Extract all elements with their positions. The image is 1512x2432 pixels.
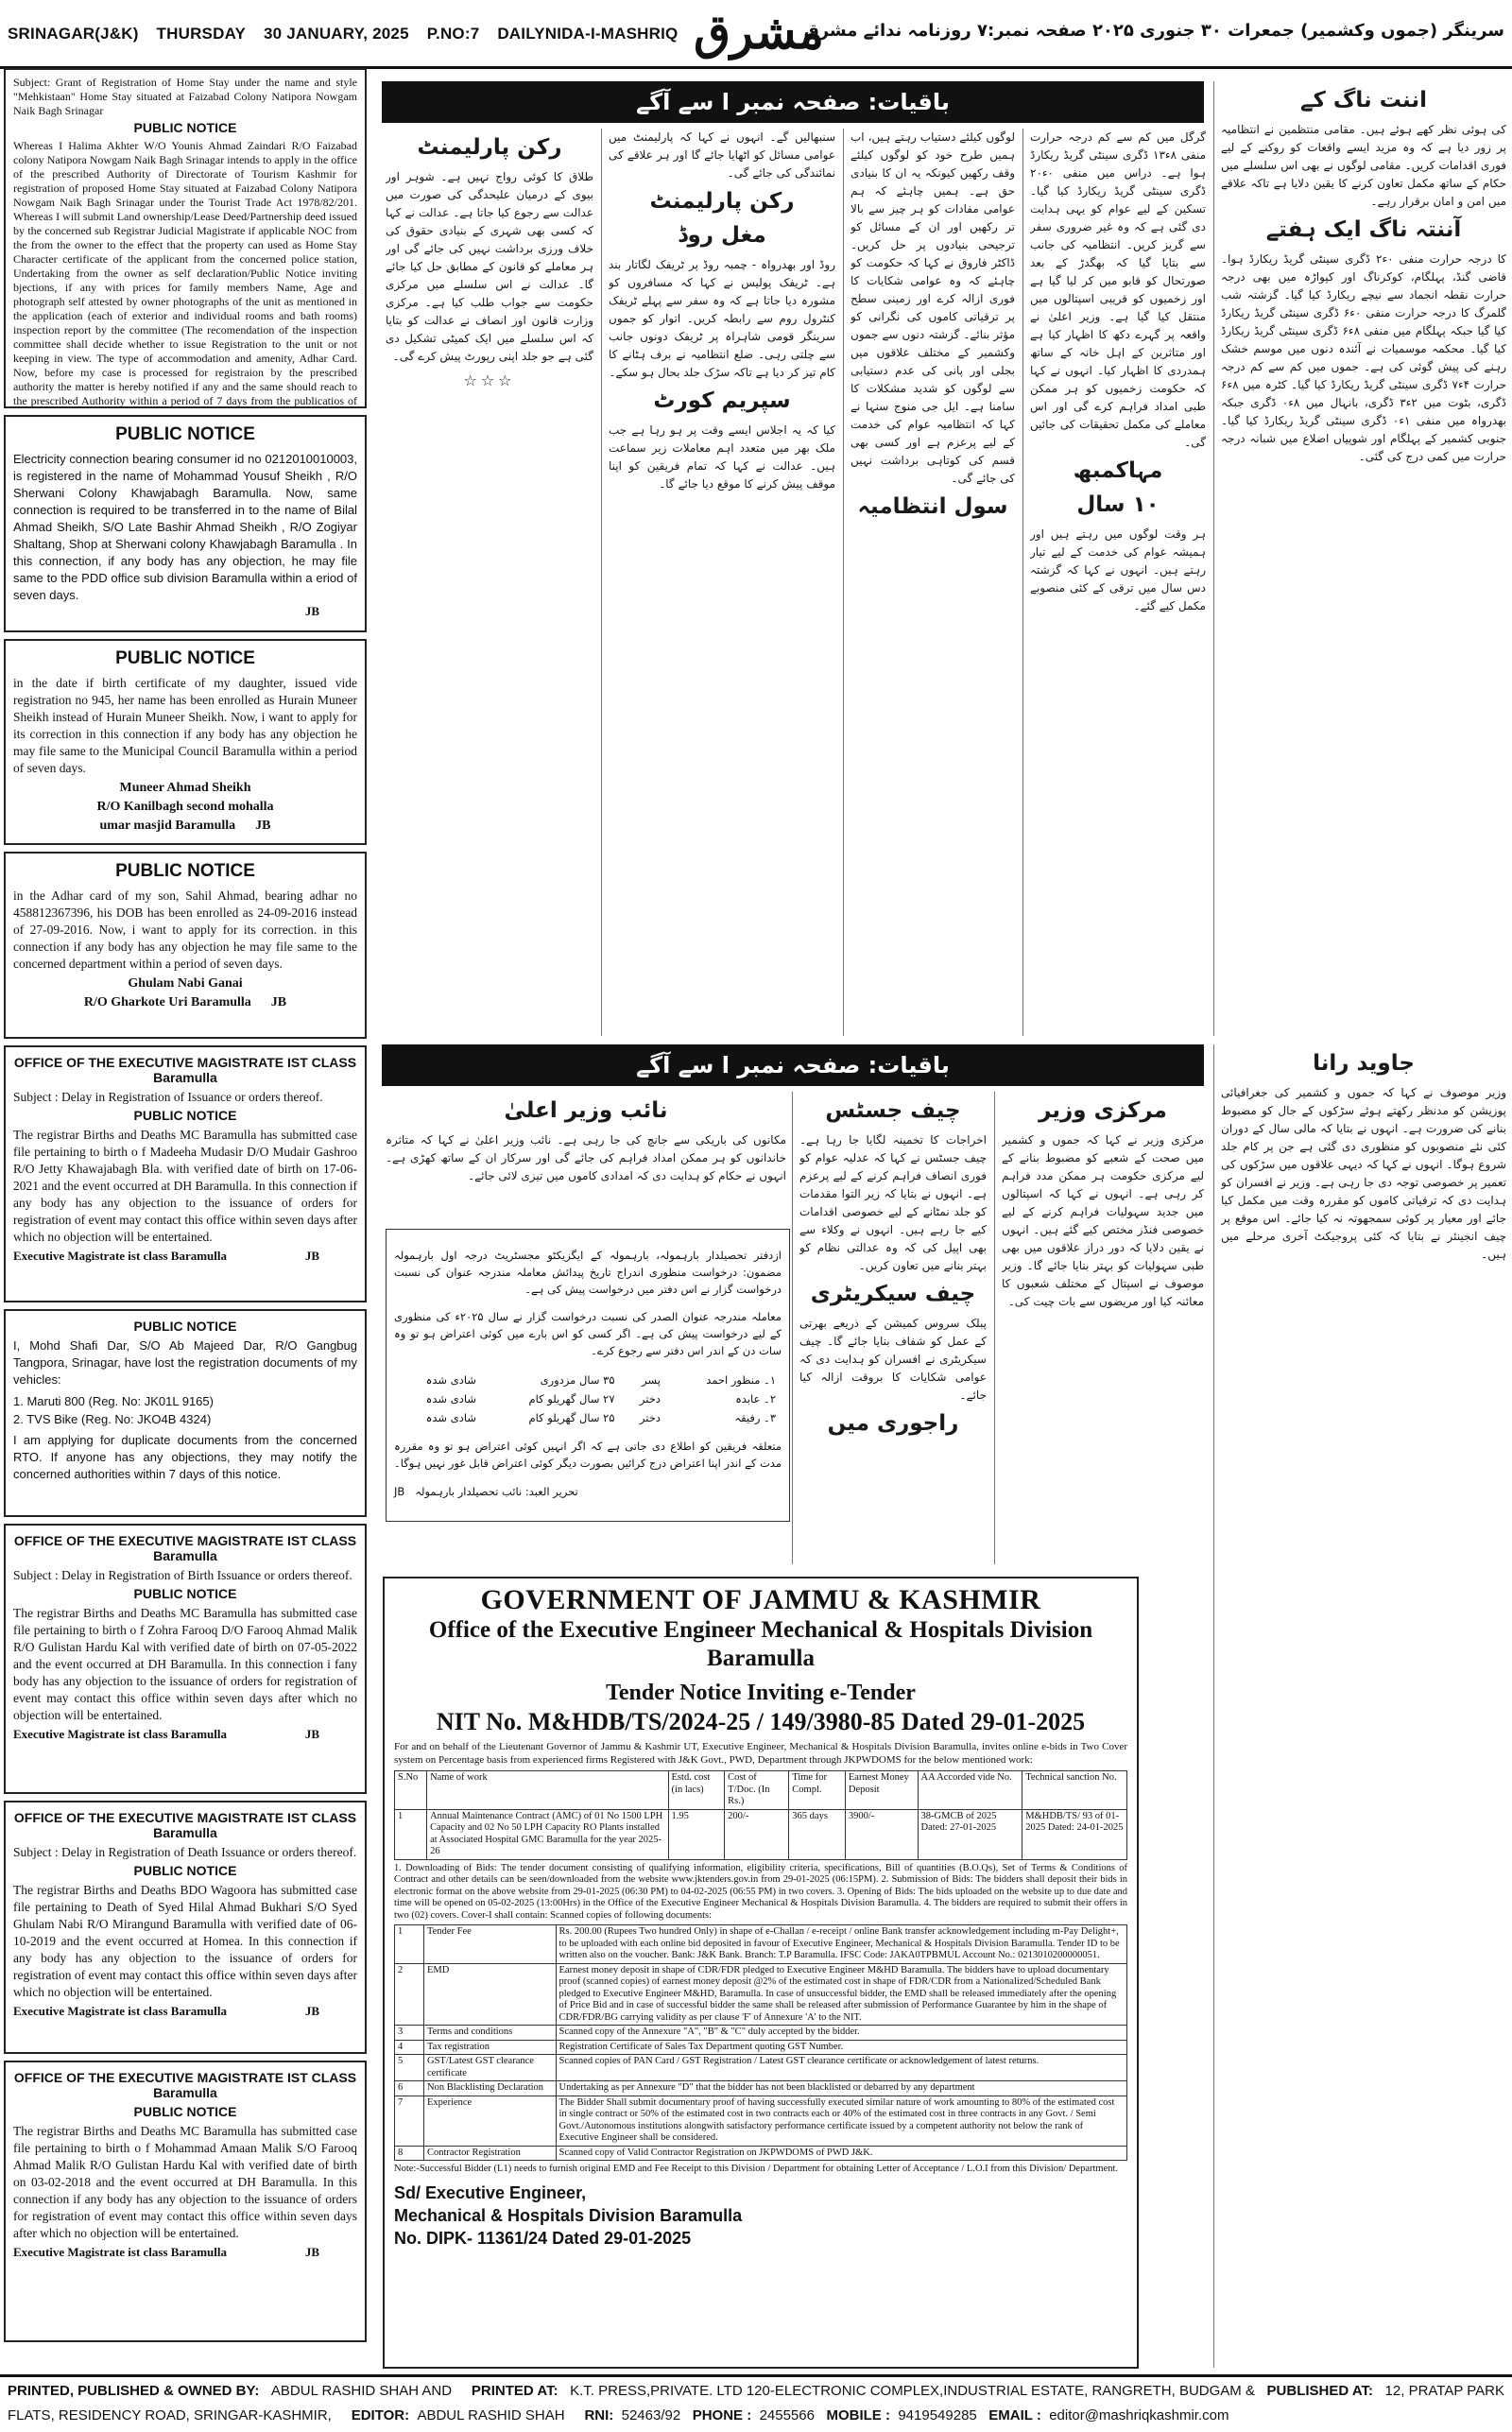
table-cell: Contractor Registration (424, 2146, 557, 2161)
masthead-page: P.NO:7 (426, 25, 480, 43)
ad-family-table (394, 1371, 782, 1427)
tender-govt: GOVERNMENT OF JAMMU & KASHMIR (480, 1584, 1041, 1615)
notice-lost-vehicle-docs (4, 1309, 367, 1517)
tender-dipk-number: No. DIPK- 11361/24 Dated 29-01-2025 (394, 2228, 692, 2248)
notice-tag: JB (304, 1727, 319, 1741)
continuation-header-bottom: باقیات: صفحہ نمبر ا سے آگے (382, 1044, 1204, 1086)
table-cell: Registration Certificate of Sales Tax Department quoting GST Number. (556, 2040, 1127, 2055)
ad-paragraph: معاملہ مندرجہ عنوان الصدر کی نسبت درخواست گزار نے سال ۲۰۲۵ء کی منظوری کے لیے درخواست پیش کی ہے۔ اگر کسی کو اس بارے میں کوئی اعتراض ہو تو وہ سات دن کے اندر اس دفتر سے رجوع کرے۔ (394, 1310, 782, 1357)
tender-note: Note:-Successful Bidder (L1) needs to furnish original EMD and Fee Receipt to this Division / Department for obtaining Letter of Acceptance / L.O.I from this Division/ Department. (394, 2164, 1119, 2174)
article-headline: سپریم کورٹ (653, 388, 791, 413)
imprint-value: FLATS, RESIDENCY ROAD, SRINGAR-KASHMIR, (8, 2407, 332, 2423)
column-rule (1213, 81, 1214, 1036)
notice-exec-magistrate-3 (4, 1801, 367, 2054)
article-body: پبلک سروس کمیشن کے ذریعے بھرتی کے عمل کو شفاف بنایا جائے گا۔ چیف سیکریٹری نے افسران کو ہدایت دی کہ عوامی شکایات کا بروقت ازالہ کیا جائے۔ (799, 1317, 987, 1402)
notice-address: R/O Gharkote Uri Baramulla (83, 995, 251, 1009)
notice-office: OFFICE OF THE EXECUTIVE MAGISTRATE IST CLASS Baramulla (13, 2070, 357, 2100)
notice-body: The registrar Births and Deaths MC Baramulla has submitted case file pertaining to birth o f Madeeha Mudasir D/O Mudair Gashroo R/O Jetty Khawajabagh Bla. with verified date of birth on 17-06-2021 and the event occurred at DH Baramulla. In this connection if any body has any objection to the issuance of orders for registration of event may contact this office within seven days after which no objection will be entertained. (13, 1128, 357, 1244)
imprint-value: 9419549285 (898, 2407, 977, 2423)
masthead (0, 0, 1512, 69)
notice-signature: Executive Magistrate ist class Baramulla (13, 1727, 228, 1741)
column-rule (1213, 1044, 1214, 2368)
notice-homestay (4, 68, 367, 408)
table-header: Estd. cost (in lacs) (668, 1771, 725, 1810)
masthead-english-line (8, 25, 691, 43)
table-header: Time for Compl. (789, 1771, 846, 1810)
article-headline: ۱۰ سال (1076, 492, 1160, 517)
table-row (395, 1925, 1127, 1964)
table-cell: Scanned copy of the Annexure "A", "B" & "C" duly accepted by the bidder. (556, 2026, 1127, 2041)
notice-body: I, Mohd Shafi Dar, S/O Ab Majeed Dar, R/O Gangbug Tangpora, Srinagar, have lost the registration documents of my vehicles: (13, 1338, 357, 1387)
urdu-tehsildar-notice (386, 1229, 790, 1522)
table-row (395, 1963, 1127, 2026)
imprint-email[interactable]: editor@mashriqkashmir.com (1049, 2407, 1229, 2423)
notice-body: The registrar Births and Deaths MC Baramulla has submitted case file pertaining to birth o f Mohammad Amaan Malik S/O Farooq Ahmad Malik R/O Gulistan Hardu Kal with verified date of birth on 03-02-2018 and the event occurred at DH Baramulla. In this connection if any body has any objection to the issuance of orders for registration of event may contact this office within seven days after which no objection will be entertained. (13, 2124, 357, 2240)
vehicle-item: 2. TVS Bike (Reg. No: JKO4B 4324) (13, 1412, 212, 1426)
table-cell: Scanned copies of PAN Card / GST Registration / Latest GST clearance certificate or acknowledgement of latest returns. (556, 2055, 1127, 2081)
notice-tag: JB (270, 995, 287, 1009)
imprint-value: 2455566 (759, 2407, 815, 2423)
tender-signature (394, 2182, 1127, 2250)
article-headline: چیف جسٹس (825, 1098, 961, 1123)
section-divider-stars: ☆☆☆ (463, 371, 516, 389)
table-cell: ۲۵ سال گھریلو کام (528, 1410, 615, 1424)
imprint-value: ABDUL RASHID SHAH AND (270, 2383, 453, 2399)
table-header-row (395, 1771, 1127, 1810)
tender-notice (383, 1577, 1139, 2369)
imprint-label: PRINTED AT: (471, 2383, 558, 2399)
notice-title: PUBLIC NOTICE (133, 1319, 237, 1334)
vehicle-item: 1. Maruti 800 (Reg. No: JK01L 9165) (13, 1394, 214, 1408)
table-header: AA Accorded vide No. (918, 1771, 1022, 1810)
ad-paragraph: متعلقہ فریقین کو اطلاع دی جاتی ہے کہ اگر انہیں کوئی اعتراض ہو تو وہ مقررہ مدت کے اندر اپنا اعتراض درج کرائیں بصورت دیگر کوئی اعتراض قابل غور نہیں ہوگا۔ (394, 1440, 782, 1470)
article-body: روڈ اور بھدرواہ - چمبہ روڈ پر ٹریفک لگاتار بند ہے۔ ٹریفک پولیس نے کہا کہ مسافروں کو مشورہ دیا جاتا ہے کہ وہ سفر سے پہلے ٹریفک کنٹرول روم سے رابطہ کریں۔ اتوار کو جموں سرینگر قومی شاہراہ پر ٹریفک دونوں جانب سے چلتی رہی۔ ضلع انتظامیہ نے برف ہٹانے کا کام تیز کر دیا ہے تاکہ سڑک جلد بحال ہو سکے۔ (609, 258, 835, 379)
imprint-published-at (1267, 2379, 1504, 2404)
masthead-day: THURSDAY (156, 25, 247, 43)
imprint-value: K.T. PRESS,PRIVATE. LTD 120-ELECTRONIC COMPLEX,INDUSTRIAL ESTATE, RANGRETH, BUDGAM & (570, 2383, 1255, 2399)
table-row (395, 2026, 1127, 2041)
column-rule (994, 1092, 995, 1564)
notice-title: PUBLIC NOTICE (115, 861, 255, 881)
article-headline: اننت ناگ کے (1300, 88, 1427, 112)
notice-signature: Executive Magistrate ist class Baramulla (13, 1249, 228, 1263)
urdu-column-bottom-2 (1002, 1092, 1204, 1564)
article-headline: آننتہ ناگ ایک ہفتے (1265, 217, 1462, 242)
notice-title: PUBLIC NOTICE (133, 1863, 237, 1878)
imprint-label: RNI: (584, 2407, 614, 2423)
article-body: مکانوں کی باریکی سے جانچ کی جا رہی ہے۔ نائب وزیر اعلیٰ نے کہا کہ متاثرہ خاندانوں کو ہر ممکن امداد فراہم کی جائے گی اور سرکار ان کے ساتھ کھڑی ہے۔ انہوں نے حکام کو ہدایت دی کہ امدادی کاموں میں تیزی لائی جائے۔ (386, 1133, 786, 1182)
article-body: گرگل میں کم سے کم درجہ حرارت منفی ۸ء۱۳ ڈگری سینٹی گریڈ ریکارڈ ہوا ہے۔ دراس میں منفی ۰ء۲۰ ڈگری سینٹی گریڈ ریکارڈ کیا گیا۔ تسکین کے لیے عوام کو یہی ہدایت دی گئی ہے کہ وہ غیر ضروری سفر سے گریز کریں۔ انتظامیہ کی جانب سے بتایا گیا کہ بھگدڑ کے بعد صورتحال کو قابو میں کر لیا گیا ہے اور زخمیوں کو قریبی اسپتالوں میں منتقل کیا گیا ہے۔ وزیر اعلیٰ نے واقعہ پر گہرے دکھ کا اظہار کیا ہے اور متاثرین کے اہل خانہ کے ساتھ ہمدردی کا اظہار کیا۔ انہوں نے کہا کہ حکومت زخمیوں کو ہر ممکن طبی امداد فراہم کرے گی اور اس معاملے کی مکمل تحقیقات کی جائیں گی۔ (1030, 130, 1206, 449)
article-headline: نائب وزیر اعلیٰ (504, 1098, 668, 1123)
table-cell: ۲۔ عابدہ (735, 1391, 776, 1406)
article-body: کیا کہ یہ اجلاس ایسے وقت پر ہو رہا ہے جب ملک بھر میں متعدد اہم معاملات زیر سماعت ہیں۔ عدالت نے کہا کہ تمام فریقین کو اپنا موقف پیش کرنے کا موقع دیا جائے گا۔ (609, 423, 835, 491)
table-row (394, 1408, 782, 1427)
imprint-value: ABDUL RASHID SHAH (417, 2407, 565, 2423)
notice-subject: Subject: Grant of Registration of Home Stay under the name and style "Mehkistaan" Home Stay situated at Faizabad Colony Natipora Nowgam Naik Bagh Srinagar (13, 76, 357, 117)
notice-tag: JB (304, 1249, 319, 1263)
notice-title: PUBLIC NOTICE (133, 120, 237, 135)
notice-adhar (4, 852, 367, 1039)
column-rule (843, 129, 844, 1036)
imprint-footer (0, 2374, 1512, 2432)
urdu-column-1 (1221, 81, 1506, 1036)
table-cell: 1 (395, 1809, 427, 1859)
imprint-line-1 (8, 2379, 1255, 2404)
tender-instructions: 1. Downloading of Bids: The tender document consisting of qualifying information, eligibility criteria, specifications, Bill of quantities (B.O.Qs), Set of Terms & Conditions of Contract and other details can be seen/downloaded from the website www.jktenders.gov.in from 29-01-2025 (06:15PM). 2. Submission of Bids: The bidders shall deposit their bids in electronic format on the above website from 29-01-2025 (06:30 PM) to 04-02-2025 (06:55 PM) in two covers. 3. Opening of Bids: The bids uploaded on the website up to due date and time will be opened on 05-02-2025 (13:00Hrs) in the Office of the Executive Engineer Mechanical & Hospitals Division Baramulla. 4. The bidders are required to submit their offers in two (02) covers. Cover-I shall contain: Scanned copies of following documents: (394, 1862, 1127, 1921)
newspaper-logo: مشرق (694, 4, 824, 60)
table-cell: Annual Maintenance Contract (AMC) of 01 No 1500 LPH Capacity and 02 No 50 LPH Capacity RO Plants installed at Associated Hospital GMC Baramulla for the year 2025-26 (427, 1809, 668, 1859)
notice-exec-magistrate-4 (4, 2061, 367, 2342)
article-headline: جاوید رانا (1313, 1051, 1415, 1076)
urdu-column-2 (1030, 129, 1206, 1036)
table-cell: 1 (395, 1925, 424, 1964)
article-headline: راجوری میں (827, 1411, 959, 1436)
table-cell: Terms and conditions (424, 2026, 557, 2041)
tender-signatory-office: Mechanical & Hospitals Division Baramulla (394, 2205, 743, 2225)
table-cell: Earnest money deposit in shape of CDR/FDR pledged to Executive Engineer M&HD Baramulla. The bidders have to upload documentary proof (scanned copies) of earnest money deposit @2% of the estimated cost in shape of FDR/CDR from a Nationalized/Scheduled Bank pledged to Executive Engineer M&HD, Baramulla. In case of unsuccessful bidder, the EMD shall be released immediately after the opening of Price Bid and in case of successful bidder the same shall be released after submission of Performance Guarantee by him in the shape of CDR/FDR/BG carrying validity as per clause 'F' of Annexure 'A' to the NIT. (556, 1963, 1127, 2026)
notice-signature: Executive Magistrate ist class Baramulla (13, 2004, 228, 2018)
article-body: اخراجات کا تخمینہ لگایا جا رہا ہے۔ چیف جسٹس نے کہا کہ عدلیہ عوام کو فوری انصاف فراہم کرنے کے لیے پرعزم ہے۔ انہوں نے بتایا کہ زیر التوا مقدمات کو جلد نمٹانے کے لیے خصوصی اقدامات کیے جا رہے ہیں۔ انہوں نے وکلاء سے بھی اپیل کی کہ وہ عدالتی نظام کو بہتر بنانے میں تعاون کریں۔ (799, 1133, 987, 1272)
notice-body: Whereas I Halima Akhter W/O Younis Ahmad Zaindari R/O Faizabad colony Natipora Nowgam Naik Bagh Srinagar intends to apply in the office of the prescribed Authority of Directorate of Tourism Kashmir for registration of proposed Home Stay situated at Faizabad Colony Natipora Nowgam Naik Bagh Srinagar under the Tourist Trade Act 1978/82/201. Whereas I will submit Land ownership/Lease Deed/Partnership deed issued by the concerned sub Registrar Judicial Magistrate if applicable NOC from the from the owner to the effect that the property can used as Home Stay Character certificate of the applicant from the concerned police station, Undertaking from the owner as self declaration/Public Notice inviting bjections, if any with prices for family members Name, Age and photograph self attested by owner photographs of the unit as mentioned in the application (each of exterior and individual rooms and bath rooms) inspection report by the committee (The recomendation of the inspection committee shall decide whether to issue Registration to the unit or not keeping in view. The type of accommodation and amenity, Adhar Card. Now, before my case is processed for registraion by the prescribed authority the matter is hereby notified if any and the same should reach to the prescribed Authority within a period of 7 days from the publicatios of (13, 139, 357, 407)
table-cell: 3 (395, 2026, 424, 2041)
article-body: طلاق کا کوئی رواج نہیں ہے۔ شوہر اور بیوی کے درمیان علیحدگی کی صورت میں عدالت سے رجوع کیا جاتا ہے۔ عدالت نے کہا کہ کسی بھی شہری کے بنیادی حقوق کی خلاف ورزی برداشت نہیں کی جائے گی اور ہر معاملے کو قانون کے مطابق حل کیا جائے گا۔ عدالت نے اس سلسلے میں مرکزی حکومت سے جواب طلب کیا ہے۔ مرکزی وزارت قانون اور انصاف نے عدالت کو بتایا کہ اس سلسلے میں ایک کمیٹی تشکیل دی گئی ہے جو جلد اپنی رپورٹ پیش کرے گی۔ (386, 170, 593, 363)
table-row (395, 1809, 1127, 1859)
article-body: وزیر موصوف نے کہا کہ جموں و کشمیر کی جغرافیائی پوزیشن کو مدنظر رکھتے ہوئے سڑکوں کے جال کو مضبوط بنانے کی ضرورت ہے۔ انہوں نے بتایا کہ مالی سال کے دوران کئی نئے منصوبوں کو منظوری دی گئی ہے جن پر کام جلد شروع ہوگا۔ انہوں نے کہا کہ دیہی علاقوں میں سڑکوں کی تعمیر پر خصوصی توجہ دی جا رہی ہے۔ وزیر نے افسران کو ہدایت دی کہ ترقیاتی کاموں کو مقررہ وقت میں مکمل کیا جائے اور معیار پر کوئی سمجھوتہ نہ کیا جائے۔ اس موقع پر چیف انجینئر نے بتایا کہ کئی پروجیکٹ آخری مرحلے میں ہیں۔ (1221, 1086, 1506, 1261)
table-row (395, 2055, 1127, 2081)
table-cell: 7 (395, 2096, 424, 2146)
article-body: لوگوں کیلئے دستیاب رہتے ہیں، اب ہمیں طرح خود کو لوگوں کیلئے وقف رکھیں کیونکہ یہ ان کا بنیادی حق ہے۔ ہمیں چاہئے کہ ہم عوامی مفادات کو ہر چیز سے بالا تر رکھیں اور ان کے مسائل کو ترجیحی بنیادوں پر حل کریں۔ ڈاکٹر فاروق نے کہا کہ حکومت کو چاہئے کہ وہ عوامی شکایات کا فوری ازالہ کرے اور زمینی سطح پر ترقیاتی کاموں کی نگرانی کو مؤثر بنائے۔ گزشتہ دنوں سے جموں وکشمیر کے مختلف علاقوں میں بجلی اور پانی کی عدم دستیابی سے لوگوں کو شدید مشکلات کا سامنا ہے۔ ایل جی منوج سنہا نے کہا کہ انتظامیہ عوام کی خدمت کے لیے پرعزم ہے اور کسی بھی قسم کی کوتاہی برداشت نہیں کی جائے گی۔ (850, 130, 1015, 485)
notice-tag: JB (304, 604, 319, 618)
table-cell: 5 (395, 2055, 424, 2081)
urdu-column-3 (850, 129, 1015, 1036)
article-body: ہر وقت لوگوں میں رہتے ہیں اور ہمیشہ عوام کی خدمت کے لیے تیار رہتے ہیں۔ انہوں نے کہا کہ گزشتہ دس سال میں ترقی کے کئی منصوبے مکمل کیے گئے۔ (1030, 527, 1206, 612)
article-headline: رکن پارلیمنٹ (649, 189, 795, 214)
imprint-label: MOBILE : (826, 2407, 890, 2423)
table-cell: Rs. 200.00 (Rupees Two hundred Only) in shape of e-Challan / e-receipt / online Bank transfer acknowledgement including m-Pay Delight+, to be uploaded with each online bid deposited in favour of Executive Engineer, Mechanical & Hospitals Division Baramulla. Tender ID to be written also on the voucher. Bank: J&K Bank. Branch: T.P Baramulla. IFSC Code: JAKA0TPBMUL Account No.: 0213010200000051. (556, 1925, 1127, 1964)
table-cell: شادی شدہ (425, 1410, 476, 1424)
notice-title: PUBLIC NOTICE (133, 2104, 237, 2119)
table-cell: 3900/- (845, 1809, 918, 1859)
notice-office: OFFICE OF THE EXECUTIVE MAGISTRATE IST CLASS Baramulla (13, 1055, 357, 1085)
table-cell: شادی شدہ (425, 1391, 476, 1406)
table-header: Technical sanction No. (1022, 1771, 1127, 1810)
table-row (395, 2146, 1127, 2161)
notice-office: OFFICE OF THE EXECUTIVE MAGISTRATE IST CLASS Baramulla (13, 1533, 357, 1563)
article-headline: چیف سیکریٹری (810, 1282, 976, 1306)
column-rule (792, 1092, 793, 1564)
imprint-label: PUBLISHED AT: (1266, 2383, 1374, 2399)
notice-birth-daughter (4, 639, 367, 845)
table-cell: Scanned copy of Valid Contractor Registration on JKPWDOMS of PWD J&K. (556, 2146, 1127, 2161)
notice-subject: Subject : Delay in Registration of Issuance or orders thereof. (13, 1090, 323, 1104)
table-row (394, 1371, 782, 1389)
notice-address: R/O Kanilbagh second mohalla (96, 800, 274, 814)
urdu-column-5 (386, 129, 593, 1036)
notice-body: in the Adhar card of my son, Sahil Ahmad, bearing adhar no 458812367396, his DOB has been enrolled as 24-09-2016 instead of 27-09-2016. Now, i want to apply for its correction. in this connection if any body has any objection he may file same to the concerned department within a period of seven days. (13, 888, 357, 971)
table-row (395, 2096, 1127, 2146)
table-cell: EMD (424, 1963, 557, 2026)
notice-title: PUBLIC NOTICE (133, 1586, 237, 1601)
column-rule (601, 129, 602, 1036)
article-body: کا درجہ حرارت منفی ۰ء۲ ڈگری سینٹی گریڈ ریکارڈ ہوا۔ قاضی گنڈ، پہلگام، کوکرناگ اور کپواڑہ میں بھی درجہ حرارت نقطہ انجماد سے نیچے ریکارڈ کیا گیا۔ گزشتہ شب گلمرگ کا درجہ حرارت منفی ۰ء۶ ڈگری سینٹی گریڈ ریکارڈ کیا گیا جبکہ پہلگام میں منفی ۸ء۶ ڈگری سینٹی گریڈ ریکارڈ کیا گیا۔ محکمہ موسمیات نے آئندہ دنوں میں موسم خشک رہنے کی پیش گوئی کی ہے۔ جموں میں کم سے کم درجہ حرارت ۴ء۷ ڈگری سینٹی گریڈ ریکارڈ کیا گیا۔ کٹرہ میں ۸ء۶ ڈگری، بٹوت میں ۲ء۳ ڈگری، بانہال میں ۸ء۰ ڈگری جبکہ بھدرواہ میں منفی ۱ء۰ ڈگری سینٹی گریڈ ریکارڈ کیا گیا۔ جنوبی کشمیر کے پہلگام اور شوپیاں اضلاع میں شبانہ درجہ حرارت میں کمی درج کی گئی۔ (1221, 252, 1506, 463)
article-headline: سول انتظامیہ (857, 494, 1008, 519)
notice-signature: Executive Magistrate ist class Baramulla (13, 2245, 228, 2259)
table-cell: دختر (639, 1391, 661, 1406)
ad-signature: تحریر العبد: نائب تحصیلدار بارہمولہ (415, 1484, 578, 1498)
table-row (394, 1389, 782, 1408)
table-cell: ۳۔ رفیقہ (734, 1410, 776, 1424)
table-cell: 38-GMCB of 2025 Dated: 27-01-2025 (918, 1809, 1022, 1859)
tender-documents-table (394, 1924, 1127, 2161)
table-cell: 4 (395, 2040, 424, 2055)
notice-signature: Ghulam Nabi Ganai (128, 976, 243, 991)
urdu-column-4 (609, 129, 835, 1036)
tender-work-table (394, 1770, 1127, 1860)
notice-title: PUBLIC NOTICE (115, 648, 255, 668)
table-cell: Tax registration (424, 2040, 557, 2055)
table-cell: دختر (639, 1410, 661, 1424)
table-cell: پسر (642, 1372, 661, 1387)
notice-body: Electricity connection bearing consumer id no 0212010010003, is registered in the name of Mohammad Yousuf Sheikh , R/O Sherwani Colony Khawjabagh Baramulla. Now, same connection is required to be transferred in to the name of Bilal Ahmad Sheikh, S/O Late Bashir Ahmad Sheikh , R/O Zogiyar Shaltang, Shop at Sherwani colony Khawjabagh Baramulla . In this connection, if any body has any objection, he may file same to the PDD office sub division Baramulla within a eriod of seven days. (13, 452, 357, 602)
notice-subject: Subject : Delay in Registration of Death Issuance or orders thereof. (13, 1845, 357, 1859)
tender-title: Tender Notice Inviting e-Tender (606, 1681, 916, 1705)
tender-office: Office of the Executive Engineer Mechanical & Hospitals Division (428, 1617, 1093, 1643)
table-cell: Experience (424, 2096, 557, 2146)
masthead-date: 30 JANUARY, 2025 (263, 25, 409, 43)
column-rule (1022, 129, 1023, 1036)
table-cell: ۲۷ سال گھریلو کام (528, 1391, 615, 1406)
table-cell: M&HDB/TS/ 93 of 01-2025 Dated: 24-01-2025 (1022, 1809, 1127, 1859)
table-cell: 8 (395, 2146, 424, 2161)
imprint-label: PRINTED, PUBLISHED & OWNED BY: (8, 2383, 260, 2399)
tender-signatory: Sd/ Executive Engineer, (394, 2182, 587, 2202)
continuation-header-top: باقیات: صفحہ نمبر ا سے آگے (382, 81, 1204, 123)
urdu-column-bottom-1 (1221, 1044, 1506, 2368)
table-header: S.No (395, 1771, 427, 1810)
notice-body-2: I am applying for duplicate documents from the concerned RTO. If anyone has any objections, they may notify the concerned authorities within 7 days of this notice. (13, 1433, 357, 1481)
table-cell: Undertaking as per Annexure "D" that the bidder has not been blacklisted or debarred by any department (556, 2081, 1127, 2096)
ad-tag: JB (394, 1484, 405, 1498)
table-cell: The Bidder Shall submit documentary proof of having successfully executed similar nature of work amounting to 80% of the estimated cost in single contract or 50% of the estimated cost in two contracts each or 40% of the estimated cost in three contracts in any Govt. / Semi Govt./Autonomous institutions alongwith satisfactory performance certificate issued by a competent authority not below the rank of Executive Engineer shall be considered. (556, 2096, 1127, 2146)
urdu-column-bottom-3 (799, 1092, 987, 1564)
imprint-line-2 (8, 2404, 1228, 2428)
notice-tag: JB (304, 2004, 319, 2018)
notice-exec-magistrate-1 (4, 1045, 367, 1302)
table-header: Earnest Money Deposit (845, 1771, 918, 1810)
article-body: کی ہوئی نظر کھے ہوئے ہیں۔ مقامی منتظمین نے انتظامیہ پر زور دیا ہے کہ وہ مزید ایسے واقعات کو روکنے کے لیے فوری اقدامات کریں۔ مقامی لوگوں نے بھی اس سلسلے میں حکام کے ساتھ مکمل تعاون کرنے کا یقین دلایا ہے تاکہ علاقے میں امن و امان برقرار رہے۔ (1221, 123, 1506, 208)
article-body: مرکزی وزیر نے کہا کہ جموں و کشمیر میں صحت کے شعبے کو مضبوط بنانے کے لیے مرکزی حکومت ہر ممکن مدد فراہم کر رہی ہے۔ انہوں نے کہا کہ اسپتالوں میں جدید سہولیات فراہم کرنے کے لیے خصوصی فنڈز مختص کیے گئے ہیں۔ انہوں نے یقین دلایا کہ دور دراز علاقوں میں بھی طبی سہولیات کو بہتر بنایا جائے گا۔ وزیر موصوف نے اسپتال کے مختلف شعبوں کا معائنہ کیا اور مریضوں سے بات چیت کی۔ (1002, 1133, 1204, 1308)
notice-body: The registrar Births and Deaths BDO Wagoora has submitted case file pertaining to Death of Syed Hilal Ahmad Bukhari S/O Syed Ghulam Nabi R/O Mirangund Baramulla with verified date of 06-10-2019 and the event occurred at Homea. In this connection if any body has any objection to the issuance of orders for registration of event may contact this office within seven days after which no objection will be entertained. (13, 1883, 357, 1999)
article-headline: مہاکمبھ (1073, 458, 1163, 483)
notice-signature: Muneer Ahmad Sheikh (119, 781, 251, 795)
notice-body: in the date if birth certificate of my daughter, issued vide registration no 945, her name has been enrolled as Hurain Muneer Sheikh instead of Hurain Muneer Sheikh. Now, i want to apply for its correction in this connection if any body has any objection he may file same to the Municipal Council Baramulla within a period of seven days. (13, 676, 357, 775)
masthead-place: SRINAGAR(J&K) (8, 25, 139, 43)
notice-tag: JB (255, 819, 271, 833)
table-cell: 6 (395, 2081, 424, 2096)
table-cell: شادی شدہ (425, 1372, 476, 1387)
masthead-paper: DAILYNIDA-I-MASHRIQ (497, 25, 679, 43)
imprint-label: EDITOR: (351, 2407, 410, 2423)
notice-body: The registrar Births and Deaths MC Baramulla has submitted case file pertaining to birth o f Zohra Farooq D/O Farooq Ahmad Malik R/O Gulistan Hardu Kal with verified date of birth on 07-05-2022 and the event occurred at DH Baramulla. In this connection i fany body has any objection to the issuance of orders for registration of event may contact this office within seven days after which no objection will be entertained. (13, 1606, 357, 1722)
table-cell: 200/- (725, 1809, 789, 1859)
article-headline: رکن پارلیمنٹ (417, 135, 562, 160)
table-cell: GST/Latest GST clearance certificate (424, 2055, 557, 2081)
notice-office: OFFICE OF THE EXECUTIVE MAGISTRATE IST CLASS Baramulla (13, 1810, 357, 1840)
imprint-label: EMAIL : (988, 2407, 1041, 2423)
ad-paragraph: ازدفتر تحصیلدار بارہمولہ، بارہمولہ کے ایگزیکٹو مجسٹریٹ درجہ اول بارہمولہ مضمون: درخواست منظوری اندراج تاریخ پیدائش معاملہ مندرجہ عنوان کی نسبت درخواست گزار نے اس دفتر میں درخواست پیش کی ہے۔ (394, 1248, 782, 1296)
table-cell: Non Blacklisting Declaration (424, 2081, 557, 2096)
notice-title: PUBLIC NOTICE (133, 1108, 237, 1123)
masthead-urdu-line: سرینگر (جموں وکشمیر) جمعرات ۳۰ جنوری ۲۰۲۵ صفحہ نمبر:۷ روزنامہ ندائے مشرق (803, 21, 1504, 41)
urdu-column-bottom-4 (386, 1092, 786, 1224)
table-header: Cost of T/Doc. (In Rs.) (725, 1771, 789, 1810)
imprint-label: PHONE : (692, 2407, 752, 2423)
notice-exec-magistrate-2 (4, 1524, 367, 1794)
table-cell: ۱۔ منظور احمد (706, 1372, 776, 1387)
article-headline: مغل روڈ (678, 223, 766, 248)
imprint-value: 52463/92 (621, 2407, 681, 2423)
table-row (395, 2040, 1127, 2055)
table-cell: ۳۵ سال مزدوری (540, 1372, 615, 1387)
imprint-value: 12, PRATAP PARK (1384, 2383, 1504, 2399)
article-headline: مرکزی وزیر (1039, 1098, 1167, 1123)
table-cell: 1.95 (668, 1809, 725, 1859)
notice-tag: JB (304, 2245, 319, 2259)
notice-title: PUBLIC NOTICE (115, 424, 255, 444)
notices-column (4, 68, 367, 2365)
article-body: سنبھالیں گے۔ انہوں نے کہا کہ پارلیمنٹ میں عوامی مسائل کو اٹھایا جائے گا اور ہر علاقے کی نمائندگی کی جائے گی۔ (609, 130, 835, 180)
tender-location: Baramulla (707, 1646, 815, 1671)
table-cell: 2 (395, 1963, 424, 2026)
table-header: Name of work (427, 1771, 668, 1810)
table-cell: Tender Fee (424, 1925, 557, 1964)
notice-electricity (4, 415, 367, 632)
notice-subject: Subject : Delay in Registration of Birth Issuance or orders thereof. (13, 1568, 352, 1582)
table-cell: 365 days (789, 1809, 846, 1859)
tender-intro: For and on behalf of the Lieutenant Governor of Jammu & Kashmir UT, Executive Engineer, Mechanical & Hospitals Division Baramulla, invites online e-bids in Two Cover system on Percentage basis from experienced firms Registered with J&K Govt., PWD, Department through JKPWDOMS for the below mentioned work: (394, 1741, 1127, 1766)
notice-address-2: umar masjid Baramulla (99, 819, 236, 833)
table-row (395, 2081, 1127, 2096)
tender-nit-number: NIT No. M&HDB/TS/2024-25 / 149/3980-85 Dated 29-01-2025 (436, 1708, 1086, 1735)
